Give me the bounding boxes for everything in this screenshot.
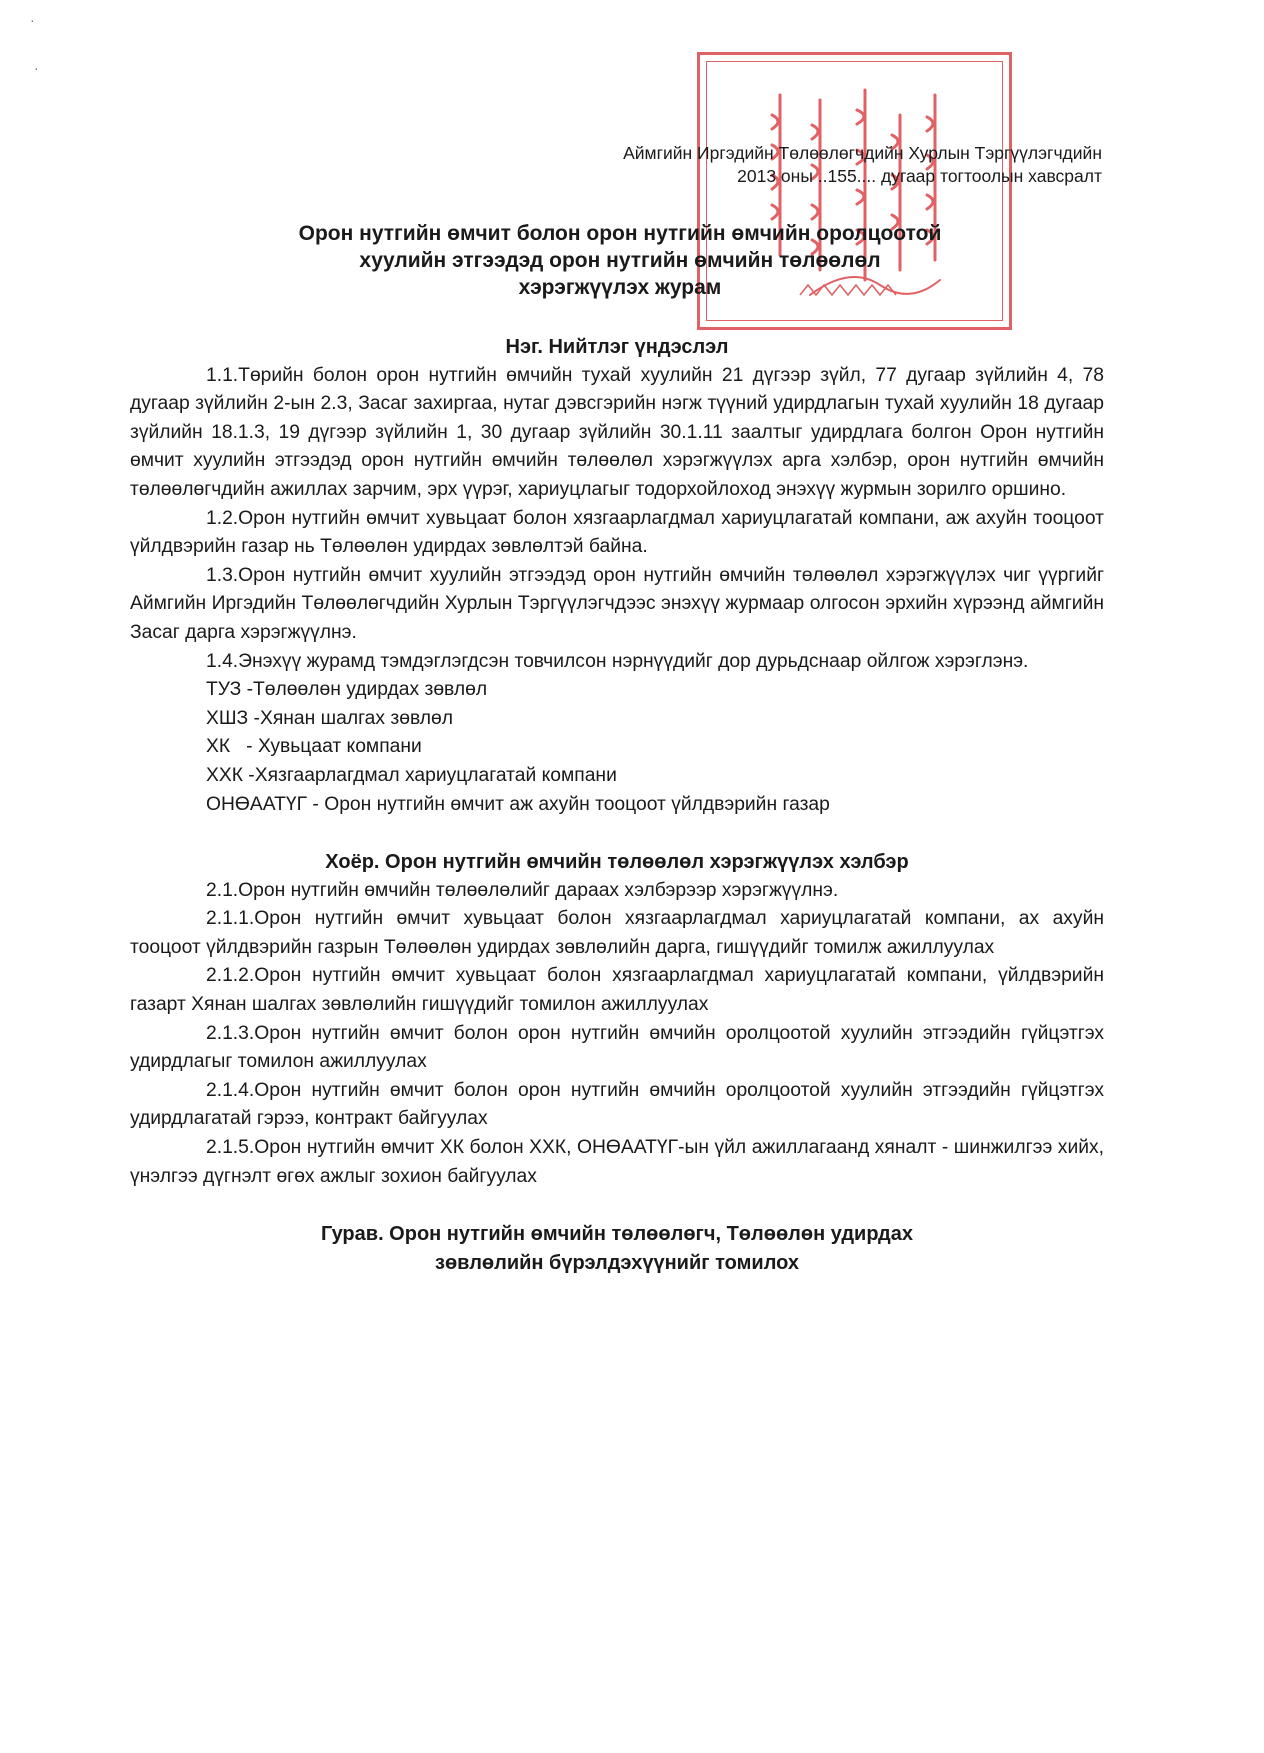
title-line-2: хуулийн этгээдэд орон нутгийн өмчийн төлөөлөл bbox=[359, 249, 881, 272]
section-3-heading-line-1: Гурав. Орон нутгийн өмчийн төлөөлөгч, Төлөөлөн удирдах bbox=[321, 1223, 913, 1246]
abbreviation-item: ТУЗ -Төлөөлөн удирдах зөвлөл bbox=[206, 679, 488, 701]
section-2-heading: Хоёр. Орон нутгийн өмчийн төлөөлөл хэрэгжүүлэх хэлбэр bbox=[325, 851, 909, 874]
abbreviation-item: ХХК -Хязгаарлагдмал хариуцлагатай компани bbox=[206, 764, 617, 786]
paragraph-2-1-5: 2.1.5.Орон нутгийн өмчит ХК болон ХХК, ОНӨААТҮГ-ын үйл ажиллагаанд хяналт - шинжилгээ хийх, үнэлгээ дүгнэлт өгөх ажлыг зохион байгуулах bbox=[130, 1137, 1104, 1187]
paragraph-2-1-1: 2.1.1.Орон нутгийн өмчит хувьцаат болон хязгаарлагдмал хариуцлагатай компани, ах ахуйн тооцоот үйлдвэрийн газрын Төлөөлөн удирдах зөвлөлийн дарга, гишүүдийг томилж ажиллуулах bbox=[130, 908, 1104, 958]
paragraph-2-1-4: 2.1.4.Орон нутгийн өмчит болон орон нутгийн өмчийн оролцоотой хуулийн этгээдийн гүйцэтгэх удирдлагатай гэрээ, контракт байгуулах bbox=[130, 1079, 1104, 1130]
paragraph-1-1: 1.1.Төрийн болон орон нутгийн өмчийн тухай хуулийн 21 дүгээр зүйл, 77 дугаар зүйлийн 4, 78 дугаар зүйлийн 2-ын 2.3, Засаг захиргаа, нутаг дэвсгэрийн нэгж түүний удирдлагын тухай хуулийн 18 дугаар зүйлийн 18.1.3, 19 дүгээр зүйлийн 1, 30 дугаар зүйлийн 30.1.11 заалтыг удирдлага болгон Орон нутгийн өмчит хуулийн этгээдэд орон нутгийн өмчийн төлөөлөл хэрэгжүүлэх арга хэлбэр, орон нутгийн өмчийн төлөөлөгчдийн ажиллах зарчим, эрх үүрэг, хариуцлагыг тодорхойлоход энэхүү журмын зорилго оршино. bbox=[130, 364, 1104, 500]
section-1-heading: Нэг. Нийтлэг үндэслэл bbox=[505, 336, 729, 358]
annex-resolution-number: 2013 оны ..155.... дугаар тогтоолын хавсралт bbox=[737, 166, 1102, 186]
spacer bbox=[130, 1191, 1104, 1220]
paragraph-1-3: 1.3.Орон нутгийн өмчит хуулийн этгээдэд орон нутгийн өмчийн төлөөлөл хэрэгжүүлэх чиг үүргийг Аймгийн Иргэдийн Төлөөлөгчдийн Хурлын Тэргүүлэгчдээс энэхүү журмаар олгосон эрхийн хүрээнд аймгийн Засаг дарга хэрэгжүүлнэ. bbox=[130, 564, 1104, 643]
document-title bbox=[130, 220, 1110, 301]
paragraph-2-1-3: 2.1.3.Орон нутгийн өмчит болон орон нутгийн өмчийн оролцоотой хуулийн этгээдийн гүйцэтгэх удирдлагыг томилон ажиллуулах bbox=[130, 1022, 1104, 1073]
abbreviation-item: ХШЗ -Хянан шалгах зөвлөл bbox=[206, 707, 453, 729]
paragraph-1-2: 1.2.Орон нутгийн өмчит хувьцаат болон хязгаарлагдмал хариуцлагатай компани, аж ахуйн тооцоот үйлдвэрийн газар нь Төлөөлөн удирдах зөвлөлтэй байна. bbox=[130, 507, 1104, 558]
abbreviation-item: ОНӨААТҮГ - Орон нутгийн өмчит аж ахуйн тооцоот үйлдвэрийн газар bbox=[206, 793, 830, 815]
section-3-heading bbox=[130, 1220, 1104, 1277]
annex-reference bbox=[623, 142, 1102, 188]
section-3-heading-line-2: зөвлөлийн бүрэлдэхүүнийг томилох bbox=[435, 1251, 799, 1274]
paragraph-1-4: 1.4.Энэхүү журамд тэмдэглэгдсэн товчилсон нэрнүүдийг дор дурьдснаар ойлгож хэрэглэнэ. bbox=[206, 650, 1029, 672]
scan-speck: · bbox=[34, 60, 39, 76]
title-line-3: хэрэгжүүлэх журам bbox=[518, 276, 722, 299]
annex-issuer: Аймгийн Иргэдийн Төлөөлөгчдийн Хурлын Тэргүүлэгчдийн bbox=[623, 143, 1102, 163]
paragraph-2-1-2: 2.1.2.Орон нутгийн өмчит хувьцаат болон хязгаарлагдмал хариуцлагатай компани, үйлдвэрийн газарт Хянан шалгах зөвлөлийн гишүүдийг томилон ажиллуулах bbox=[130, 965, 1104, 1016]
document-body bbox=[130, 333, 1104, 1277]
paragraph-2-1: 2.1.Орон нутгийн өмчийн төлөөлөлийг дараах хэлбэрээр хэрэгжүүлнэ. bbox=[206, 879, 839, 901]
scan-speck: · bbox=[30, 12, 35, 28]
spacer bbox=[130, 819, 1104, 848]
abbreviation-item: ХК - Хувьцаат компани bbox=[206, 736, 422, 758]
title-line-1: Орон нутгийн өмчит болон орон нутгийн өмчийн оролцоотой bbox=[298, 222, 942, 245]
